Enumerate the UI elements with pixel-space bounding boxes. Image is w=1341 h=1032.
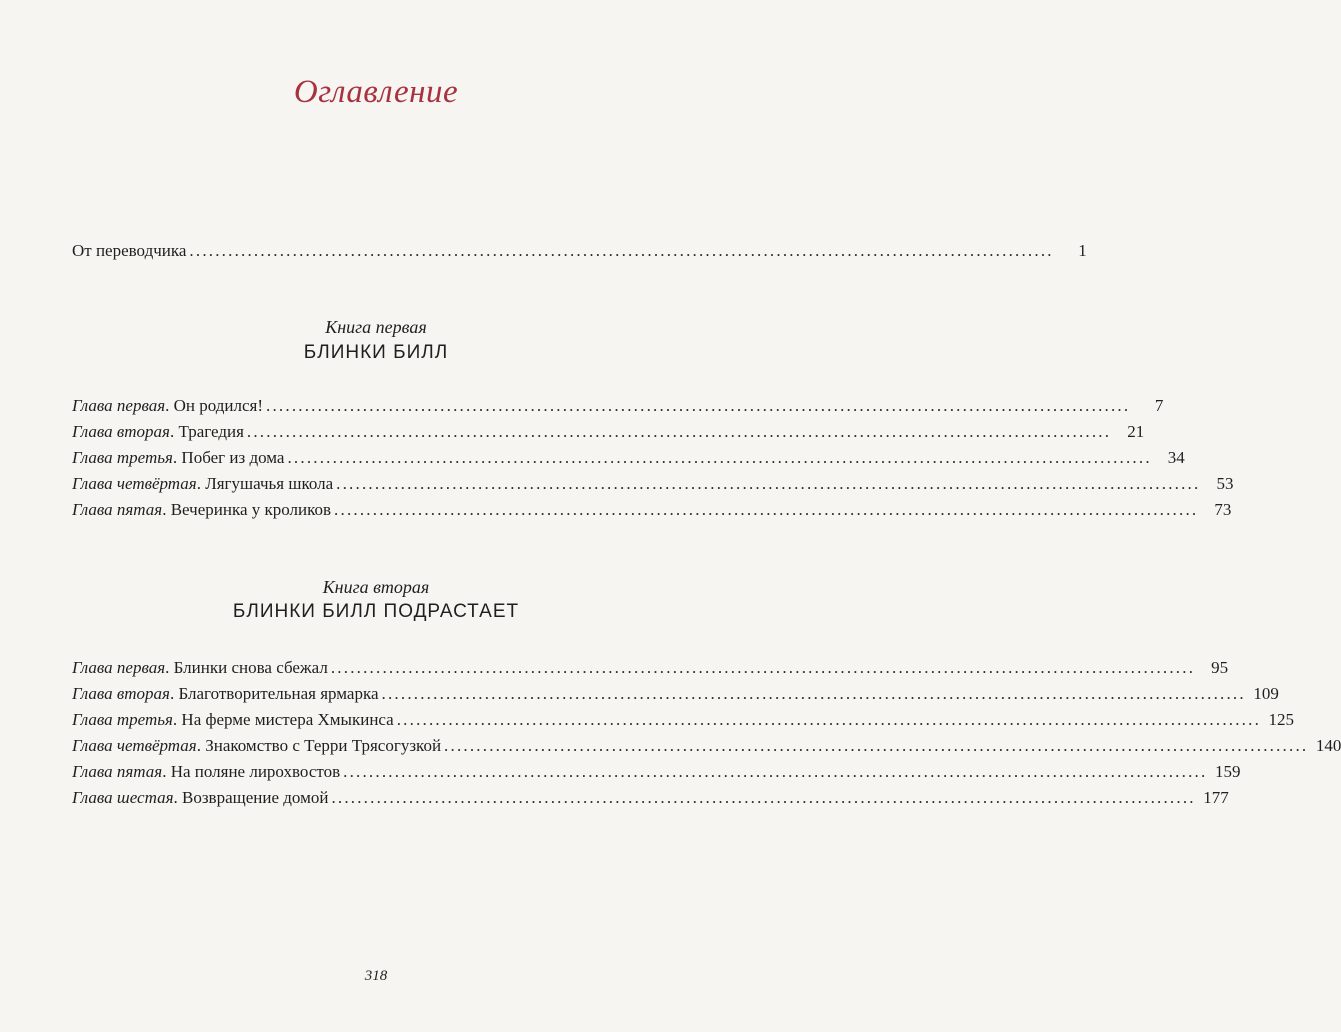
leader-dots: ...................................................................................................................................... <box>246 422 1112 441</box>
leader-dots: ...................................................................................................................................... <box>331 788 1196 807</box>
leader-dots: ...................................................................................................................................... <box>189 241 1054 260</box>
chapter-label: Глава третья <box>72 448 173 467</box>
chapter-page: 21 <box>1127 422 1145 441</box>
toc-entry: Глава вторая . Трагедия ...................................................................................................................................... 21 <box>72 420 688 444</box>
toc-entry: Глава пятая . На поляне лирохвостов ...................................................................................................................................... 159 <box>72 760 688 784</box>
chapter-page: 73 <box>1214 500 1232 519</box>
chapter-page: 7 <box>1154 396 1164 415</box>
chapter-title: На поляне лирохвостов <box>170 762 341 781</box>
chapter-label: Глава вторая <box>72 684 170 703</box>
toc-entry: Глава вторая . Благотворительная ярмарка ...................................................................................................................................... 109 <box>72 682 688 706</box>
entry-page: 1 <box>1078 241 1087 260</box>
page-title: Оглавление <box>293 74 459 110</box>
book1-subtitle: Книга первая <box>325 317 427 337</box>
chapter-label: Глава вторая <box>72 422 170 441</box>
chapter-label: Глава шестая <box>72 788 174 807</box>
chapter-title: Блинки снова сбежал <box>173 658 328 677</box>
chapter-title: Вечеринка у кроликов <box>170 500 332 519</box>
chapter-title: Благотворительная ярмарка <box>178 684 379 703</box>
chapter-label: Глава пятая <box>72 500 163 519</box>
chapter-title: Возвращение домой <box>182 788 329 807</box>
leader-dots: ...................................................................................................................................... <box>381 684 1246 703</box>
chapter-label: Глава третья <box>72 710 173 729</box>
book1-title: БЛИНКИ БИЛЛ <box>303 342 449 363</box>
leader-dots: ...................................................................................................................................... <box>330 658 1196 677</box>
page-number: 318 <box>364 968 388 984</box>
leader-dots: ...................................................................................................................................... <box>343 762 1208 781</box>
chapter-title: Трагедия <box>178 422 244 441</box>
chapter-page: 140 <box>1315 736 1341 755</box>
leader-dots: ...................................................................................................................................... <box>444 736 1309 755</box>
chapter-title: Знакомство с Терри Трясогузкой <box>205 736 442 755</box>
leader-dots: ...................................................................................................................................... <box>287 448 1152 467</box>
chapter-title: На ферме мистера Хмыкинса <box>181 710 394 729</box>
chapter-label: Глава четвёртая <box>72 474 197 493</box>
leader-dots: ...................................................................................................................................... <box>396 710 1262 729</box>
leader-dots: ...................................................................................................................................... <box>266 396 1131 415</box>
chapter-page: 34 <box>1167 448 1185 467</box>
chapter-page: 109 <box>1253 684 1279 703</box>
entry-title: От переводчика <box>72 241 187 260</box>
toc-entry: Глава шестая . Возвращение домой ...................................................................................................................................... 177 <box>72 786 688 810</box>
toc-entry: Глава третья . На ферме мистера Хмыкинса ...................................................................................................................................... 125 <box>72 708 688 732</box>
chapter-label: Глава четвёртая <box>72 736 197 755</box>
chapter-title: Побег из дома <box>181 448 285 467</box>
chapter-label: Глава первая <box>72 658 166 677</box>
toc-entry: Глава третья . Побег из дома ...................................................................................................................................... 34 <box>72 446 688 470</box>
leader-dots: ...................................................................................................................................... <box>334 500 1199 519</box>
chapter-page: 95 <box>1211 658 1229 677</box>
toc-entry: Глава пятая . Вечеринка у кроликов ...................................................................................................................................... 73 <box>72 498 688 522</box>
chapter-page: 125 <box>1268 710 1295 729</box>
chapter-title: Лягушачья школа <box>205 474 334 493</box>
book2-title: БЛИНКИ БИЛЛ ПОДРАСТАЕТ <box>232 601 520 622</box>
book2-subtitle: Книга вторая <box>322 577 430 597</box>
toc-entry: Глава четвёртая . Знакомство с Терри Трясогузкой ...................................................................................................................................... 140 <box>72 734 688 758</box>
toc-entry: Глава первая . Он родился! ...................................................................................................................................... 7 <box>72 394 688 418</box>
chapter-title: Он родился! <box>173 396 264 415</box>
chapter-label: Глава пятая <box>72 762 163 781</box>
toc-entry-preface <box>72 239 1087 263</box>
chapter-label: Глава первая <box>72 396 166 415</box>
chapter-page: 53 <box>1216 474 1234 493</box>
toc-entry: Глава первая . Блинки снова сбежал ...................................................................................................................................... 95 <box>72 656 688 680</box>
leader-dots: ...................................................................................................................................... <box>336 474 1201 493</box>
chapter-page: 159 <box>1214 762 1241 781</box>
chapter-page: 177 <box>1203 788 1229 807</box>
toc-entry: Глава четвёртая . Лягушачья школа ...................................................................................................................................... 53 <box>72 472 688 496</box>
